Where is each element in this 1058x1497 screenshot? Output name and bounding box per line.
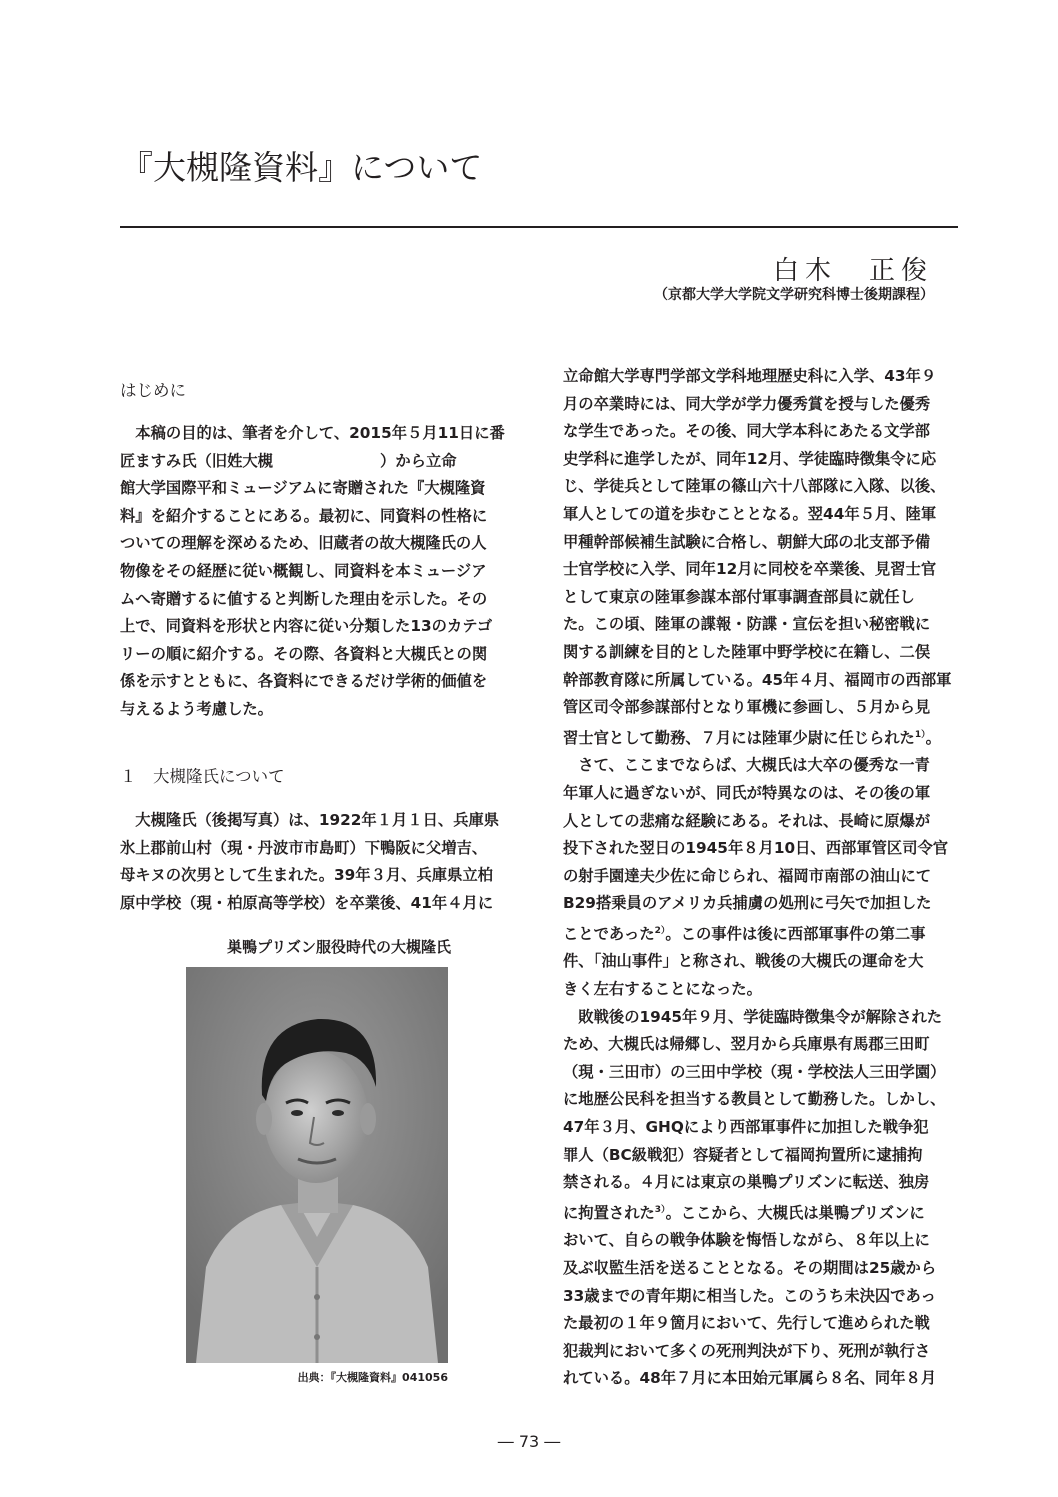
right-line-text: 習士官として勤務、７月には陸軍少尉に任じられた (563, 728, 915, 747)
right-line-text: 史学科に進学したが、同年12月、学徒臨時徴集令に応 (563, 449, 937, 468)
right-line-text: じ、学徒兵として陸軍の篠山六十八部隊に入隊、以後、 (563, 477, 946, 496)
right-line (563, 584, 959, 612)
right-line (563, 752, 959, 780)
right-line (563, 1197, 959, 1228)
footnote-mark: 2） (654, 925, 666, 936)
intro-line: ムへ寄贈するに値すると判断した理由を示した。その (120, 589, 488, 608)
right-line-text: た最初の１年９箇月において、先行して進められた戦 (563, 1314, 930, 1333)
right-line-text: 関する訓練を目的とした陸軍中野学校に在籍し、二俣 (563, 642, 931, 661)
right-line (563, 1255, 959, 1283)
section1-line: 氷上郡前山村（現・丹波市市島町）下鴨阪に父増吉、 (120, 838, 488, 857)
right-line (563, 391, 959, 419)
section1-line: 母キヌの次男として生まれた。39年３月、兵庫県立柏 (120, 866, 493, 885)
author-name: 白木 正俊 (772, 256, 933, 286)
right-line-text: B29搭乗員のアメリカ兵捕虜の処刑に弓矢で加担した (563, 894, 932, 913)
right-line-text: 及ぶ収監生活を送ることとなる。その期間は25歳から (563, 1259, 937, 1277)
right-line-text: 投下された翌日の1945年８月10日、西部軍管区司令官 (563, 839, 949, 858)
right-line (563, 473, 959, 501)
right-line (563, 1031, 959, 1059)
right-line-text: 犯裁判において多くの死刑判決が下り、死刑が執行さ (563, 1341, 931, 1360)
right-line-text: おいて、自らの戦争体験を悔悟しながら、８年以上に (563, 1231, 930, 1250)
article-title: 『大槻隆資料』について (120, 148, 483, 187)
right-line-text: として東京の陸軍参謀本部付軍事調査部員に就任し (563, 587, 915, 606)
intro-line: 与えるよう考慮した。 (120, 699, 273, 718)
line-prefix: 件、 (563, 952, 594, 971)
right-line (563, 835, 959, 863)
right-line (563, 1004, 959, 1032)
line-tail: 。この事件は後に西部軍事件の第二事 (665, 924, 926, 943)
intro-line: リーの順に紹介する。その際、各資料と大槻氏との関 (120, 644, 488, 663)
footnote-mark: 1） (914, 729, 926, 740)
right-line-text: 33歳までの青年期に相当した。このうち未決囚であっ (563, 1286, 936, 1305)
right-line (563, 556, 959, 584)
right-line (563, 694, 959, 722)
section1-paragraph (120, 807, 516, 917)
right-line (563, 948, 959, 976)
right-line-text: れている。48年７月に本田始元軍属ら８名、同年８月 (563, 1369, 937, 1388)
right-line (563, 1365, 959, 1393)
right-line (563, 501, 959, 529)
right-line (563, 722, 959, 753)
intro-line: 本稿の目的は、筆者を介して、2015年５月11日に番 (120, 424, 505, 442)
right-line (563, 808, 959, 836)
right-line (563, 446, 959, 474)
right-line-text: 禁される。４月には東京の巣鴨プリズンに転送、独房 (563, 1173, 930, 1192)
right-line-text: 幹部教育隊に所属している。45年４月、福岡市の西部軍 (563, 670, 952, 689)
right-line-text: 甲種幹部候補生試験に合格し、朝鮮大邱の北支部予備 (563, 532, 931, 551)
right-line (563, 1338, 959, 1366)
right-line-text: 立命館大学専門学部文学科地理歴史科に入学、43年９ (563, 367, 937, 385)
photo-caption: 巣鴨プリズン服役時代の大槻隆氏 (226, 938, 452, 956)
line-tail: 。ここから、大槻氏は巣鴨プリズンに (665, 1203, 925, 1222)
right-line-text: 士官学校に入学、同年12月に同校を卒業後、見習士官 (563, 560, 937, 579)
right-line-text: に拘置された (563, 1203, 655, 1222)
right-line (563, 976, 959, 1004)
right-line (563, 529, 959, 557)
right-line-text: 罪人（BC級戦犯）容疑者として福岡拘置所に逮捕拘 (563, 1145, 923, 1164)
right-line-text: 人としての悲痛な経験にある。それは、長崎に原爆が (563, 811, 931, 830)
right-line (563, 1283, 959, 1311)
right-line (563, 418, 959, 446)
right-line (563, 667, 959, 695)
right-line (563, 890, 959, 918)
page-number: ― 73 ― (497, 1432, 561, 1451)
intro-line: 料』を紹介することにある。最初に、同資料の性格に (120, 506, 488, 525)
right-line-text: さて、ここまでならば、大槻氏は大卒の優秀な一青 (563, 756, 930, 775)
section1-line: 大槻隆氏（後掲写真）は、1922年１月１日、兵庫県 (120, 811, 500, 829)
footnote-mark: 3） (654, 1204, 666, 1215)
author-affiliation: （京都大学大学院文学研究科博士後期課程） (654, 287, 934, 303)
section1-heading: １ 大槻隆氏について (120, 767, 285, 786)
right-line-text: ため、大槻氏は帰郷し、翌月から兵庫県有馬郡三田町 (563, 1035, 930, 1054)
right-line (563, 639, 959, 667)
right-line-text: の射手園達夫少佐に命じられ、福岡市南部の油山にて (563, 866, 932, 885)
right-line-text: （現・三田市）の三田中学校（現・学校法人三田学園） (563, 1062, 946, 1081)
right-line (563, 863, 959, 891)
right-column (563, 363, 959, 1393)
photo-source: 出典：『大槻隆資料』041056 (297, 1371, 448, 1384)
right-line-text: 47年３月、GHQにより西部軍事件に加担した戦争犯 (563, 1118, 929, 1137)
portrait-photo (186, 967, 448, 1363)
intro-heading: はじめに (120, 381, 186, 400)
right-line-text: きく左右することになった。 (563, 980, 762, 999)
right-line (563, 611, 959, 639)
right-line-text: ことであった (563, 924, 655, 943)
right-line-text: た。この頃、陸軍の諜報・防諜・宣伝を担い秘密戦に (563, 615, 931, 634)
right-line (563, 1114, 959, 1142)
right-line-text: 年軍人に過ぎないが、同氏が特異なのは、その後の軍 (563, 783, 931, 802)
right-line (563, 918, 959, 949)
intro-line: 館大学国際平和ミュージアムに寄贈された『大槻隆資 (120, 479, 486, 498)
right-line-text: 月の卒業時には、同大学が学力優秀賞を授与した優秀 (563, 394, 931, 413)
intro-paragraph (120, 420, 516, 724)
right-line (563, 1169, 959, 1197)
intro-line: 匠ますみ氏（旧姓大槻 ）から立命 (120, 451, 457, 470)
intro-line: 上で、同資料を形状と内容に従い分類した13のカテゴ (120, 617, 493, 636)
right-line (563, 1142, 959, 1170)
right-line (563, 1227, 959, 1255)
right-line (563, 1310, 959, 1338)
right-line (563, 363, 959, 391)
right-line-text: 「油山事件」と称され、戦後の大槻氏の運命を大 (593, 952, 924, 971)
intro-line: 物像をその経歴に従い概観し、同資料を本ミュージア (120, 561, 487, 580)
right-line (563, 780, 959, 808)
right-line-text: な学生であった。その後、同大学本科にあたる文学部 (563, 422, 930, 441)
portrait-photo-drawing (186, 967, 448, 1363)
line-tail: 。 (925, 728, 941, 747)
right-line-text: 管区司令部参謀部付となり軍機に参画し、５月から見 (563, 698, 931, 717)
right-line-text: 軍人としての道を歩むこととなる。翌44年５月、陸軍 (563, 504, 937, 523)
right-line (563, 1059, 959, 1087)
intro-line: 係を示すとともに、各資料にできるだけ学術的価値を (120, 672, 488, 691)
intro-line: ついての理解を深めるため、旧蔵者の故大槻隆氏の人 (120, 534, 487, 553)
right-line-text: に地歴公民科を担当する教員として勤務した。しかし、 (563, 1090, 946, 1109)
title-divider (120, 226, 958, 228)
right-line (563, 1086, 959, 1114)
right-line-text: 敗戦後の1945年９月、学徒臨時徴集令が解除された (563, 1007, 943, 1026)
section1-line: 原中学校（現・柏原高等学校）を卒業後、41年４月に (120, 893, 494, 912)
